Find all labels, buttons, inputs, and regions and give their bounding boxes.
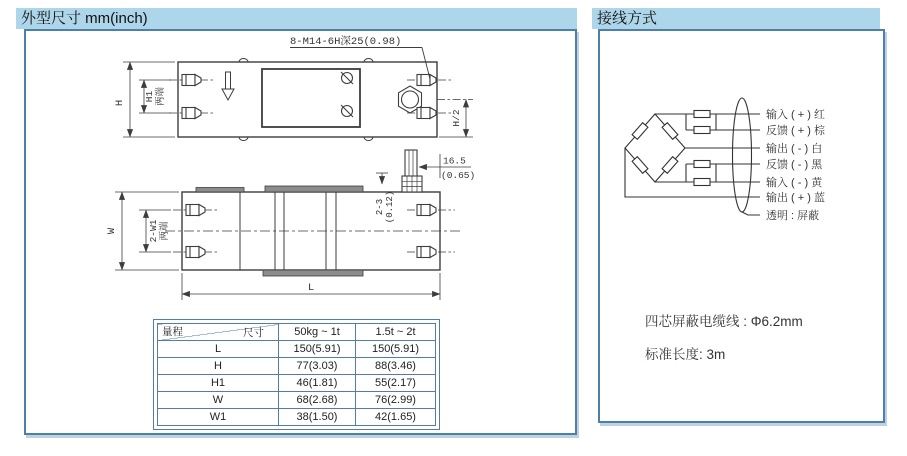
table-row (158, 392, 436, 409)
table-row (158, 409, 436, 426)
row-value-2: 150(5.91) (356, 341, 436, 358)
row-name: H (158, 358, 279, 375)
right-panel-title: 接线方式 (592, 8, 880, 29)
top-view (123, 48, 473, 141)
dim-label-h-half: H/2 (451, 109, 462, 127)
table-corner-cell (158, 324, 279, 341)
cable-length-note: 标准长度: 3m (645, 347, 726, 362)
row-name: W (158, 392, 279, 409)
corner-label-dimension: 尺寸 (243, 327, 264, 339)
wire-label-sense-plus: 反馈 ( + ) 棕 (766, 125, 825, 137)
wire-label-input-plus: 输入 ( + ) 红 (766, 109, 825, 121)
wire-labels (766, 107, 826, 222)
dim-label-gap: 2-3 (375, 198, 385, 216)
wire-label-output-plus: 输出 ( + ) 蓝 (766, 192, 825, 204)
row-value-2: 42(1.65) (356, 409, 436, 426)
wire-label-sense-minus: 反馈 ( - ) 黑 (766, 159, 823, 171)
col-header-range1: 50kg ~ 1t (279, 324, 356, 341)
row-value-2: 88(3.46) (356, 358, 436, 375)
row-name: H1 (158, 375, 279, 392)
dim-label-l: L (307, 282, 315, 294)
outline-drawing-svg (25, 30, 576, 340)
row-value-1: 46(1.81) (279, 375, 356, 392)
dim-label-gap-inch: (0.12) (385, 190, 395, 224)
wire-label-shield: 透明 : 屏蔽 (766, 210, 820, 222)
wiring-diagram-svg (598, 30, 883, 260)
dim-label-both-ends-side: 两端 (159, 221, 170, 241)
cable-ellipse (733, 98, 752, 212)
row-value-1: 77(3.03) (279, 358, 356, 375)
dim-gap (376, 173, 388, 184)
dim-label-h1: H1 (144, 90, 155, 103)
row-value-1: 150(5.91) (279, 341, 356, 358)
dim-label-w1: 2-W1 (148, 219, 159, 243)
dim-label-0-65: (0.65) (441, 170, 476, 181)
cable-gland (402, 150, 422, 192)
dimensions-table (153, 319, 440, 430)
corner-label-capacity: 量程 (162, 326, 183, 338)
bridge-circuit (625, 98, 760, 215)
dim-label-h: H (114, 99, 126, 107)
left-panel-title: 外型尺寸 mm(inch) (16, 8, 577, 29)
row-name: W1 (158, 409, 279, 426)
row-value-1: 68(2.68) (279, 392, 356, 409)
dim-label-w: W (106, 227, 118, 235)
table-header-row (158, 324, 436, 341)
cable-spec-note: 四芯屏蔽电缆线 : Φ6.2mm (645, 314, 803, 329)
dim-label-16-5: 16.5 (443, 155, 466, 167)
table-row (158, 341, 436, 358)
row-value-2: 76(2.99) (356, 392, 436, 409)
callout-label: 8-M14-6H深25(0.98) (290, 36, 402, 48)
row-value-2: 55(2.17) (356, 375, 436, 392)
row-name: L (158, 341, 279, 358)
table-row (158, 375, 436, 392)
row-value-1: 38(1.50) (279, 409, 356, 426)
wire-label-output-minus: 输出 ( - ) 白 (766, 143, 823, 155)
wire-label-input-minus: 输入 ( - ) 黄 (766, 177, 823, 189)
dim-label-both-ends-top: 两端 (155, 86, 166, 107)
table-row (158, 358, 436, 375)
col-header-range2: 1.5t ~ 2t (356, 324, 436, 341)
